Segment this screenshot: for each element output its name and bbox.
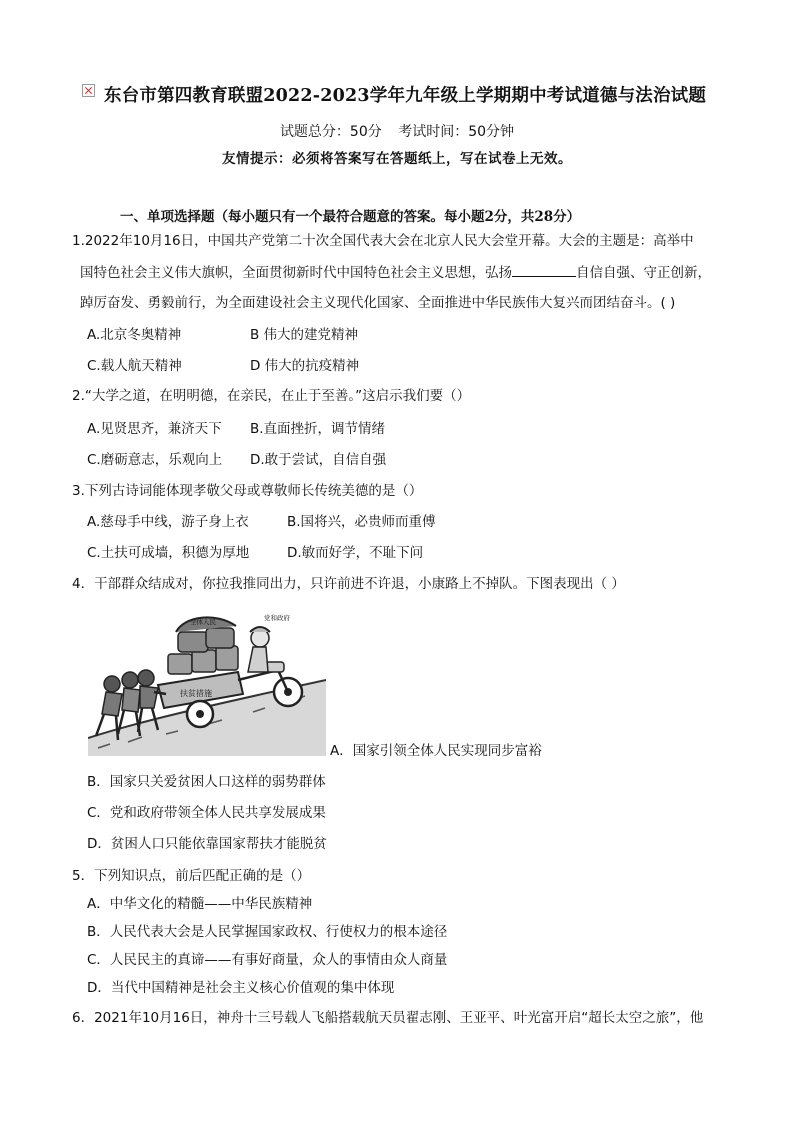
q1-stem-line-2 [80,262,711,283]
q2-option-a: A.见贤思齐，兼济天下 [87,421,222,437]
q1-option-b: B 伟大的建党精神 [250,327,359,343]
q1-stem-line-3: 踔厉奋发、勇毅前行，为全面建设社会主义现代化国家、全面推进中华民族伟大复兴而团结奋斗。( ) [80,295,676,311]
exam-info [0,121,794,141]
q1-option-d: D 伟大的抗疫精神 [250,358,360,374]
q5-option-d: D．当代中国精神是社会主义核心价值观的集中体现 [87,980,395,996]
q3-option-c: C.土扶可成墙，积德为厚地 [87,545,250,561]
q4-option-d: D．贫困人口只能依靠国家帮扶才能脱贫 [87,836,327,852]
q5-option-c: C．人民民主的真谛——有事好商量，众人的事情由众人商量 [87,952,448,968]
total-score: 试题总分：50分 [279,124,382,140]
q5-stem: 5．下列知识点，前后匹配正确的是（） [72,868,311,884]
q1-stem-line-1: 1.2022年10月16日，中国共产党第二十次全国代表大会在北京人民大会堂开幕。大会的主题是：高举中 [72,233,694,249]
answer-blank [512,262,576,277]
q3-option-d: D.敏而好学，不耻下问 [287,545,424,561]
q3-stem: 3.下列古诗词能体现孝敬父母或尊敬师长传统美德的是（） [72,483,423,499]
bag-label: 全体人民 [190,618,216,626]
q3-option-b: B.国将兴，必贵师而重傅 [287,514,436,530]
q5-option-b: B．人民代表大会是人民掌握国家政权、行使权力的根本途径 [87,924,448,940]
q1-option-a: A.北京冬奥精神 [87,327,182,343]
exam-time: 考试时间：50分钟 [398,124,515,140]
q4-option-c: C．党和政府带领全体人民共享发展成果 [87,805,326,821]
exam-title: 东台市第四教育联盟2022-2023学年九年级上学期期中考试道德与法治试题 [104,86,707,106]
cart-label: 扶贫措施 [180,689,212,698]
q5-option-a: A．中华文化的精髓——中华民族精神 [87,896,313,912]
q4-option-a: A．国家引领全体人民实现同步富裕 [330,743,542,759]
q2-option-c: C.磨砺意志，乐观向上 [87,452,223,468]
q1-stem-text-after: 自信自强、守正创新， [576,265,711,281]
friendly-tip: 友情提示：必须将答案写在答题纸上，写在试卷上无效。 [222,151,572,167]
poverty-alleviation-cartoon [88,610,326,756]
broken-image-icon [82,84,95,97]
driver-label: 党和政府 [264,614,290,622]
q1-stem-text: 国特色社会主义伟大旗帜，全面贯彻新时代中国特色社会主义思想，弘扬 [80,265,512,281]
q2-stem: 2.“大学之道，在明明德，在亲民，在止于至善。”这启示我们要（） [72,388,471,404]
q2-option-b: B.直面挫折，调节情绪 [250,421,386,437]
q6-stem: 6．2021年10月16日，神舟十三号载人飞船搭载航天员翟志刚、王亚平、叶光富开启“超长太空之旅”，他 [72,1010,704,1026]
section-heading: 一、单项选择题（每小题只有一个最符合题意的答案。每小题2分，共28分） [120,209,581,225]
q2-option-d: D.敢于尝试，自信自强 [250,452,387,468]
q4-stem: 4．干部群众结成对，你拉我推同出力，只许前进不许退，小康路上不掉队。下图表现出（ ） [72,576,625,592]
q4-option-b: B．国家只关爱贫困人口这样的弱势群体 [87,774,326,790]
q1-option-c: C.载人航天精神 [87,358,182,374]
q3-option-a: A.慈母手中线，游子身上衣 [87,514,249,530]
title-row [82,82,782,112]
